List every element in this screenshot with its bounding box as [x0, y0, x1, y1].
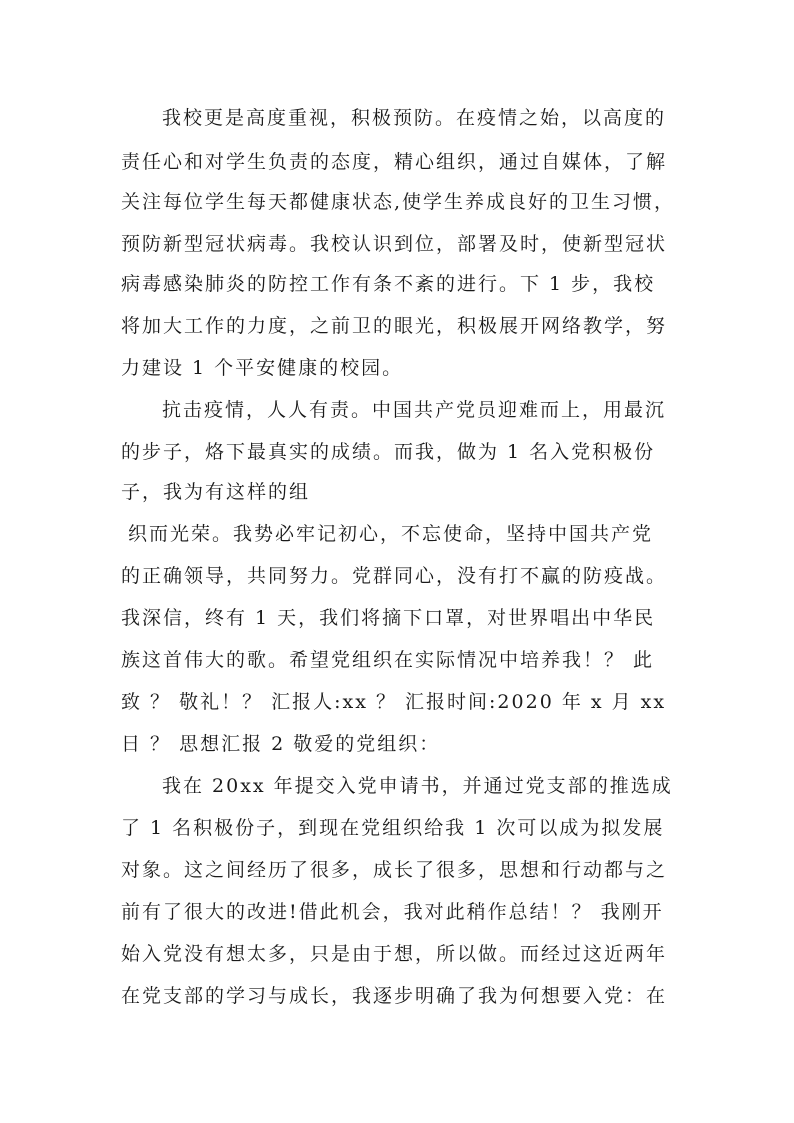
text-line: 前有了很大的改进!借此机会，我对此稍作总结！？ 我刚开: [121, 901, 664, 923]
text-line: 的步子，烙下最真实的成绩。而我，做为 1 名入党积极份: [121, 441, 656, 463]
text-line: 致 ？ 敬礼！？ 汇报人:xx ？ 汇报时间:2020 年 x 月 xx: [121, 691, 667, 713]
text-line: 将加大工作的力度，之前卫的眼光，积极展开网络教学，努: [121, 315, 668, 337]
text-line: 织而光荣。我势必牢记初心，不忘使命，坚持中国共产党: [128, 523, 654, 545]
text-line: 对象。这之间经历了很多，成长了很多，思想和行动都与之: [121, 859, 668, 881]
text-line: 我在 20xx 年提交入党申请书，并通过党支部的推选成: [162, 775, 673, 797]
text-line: 抗击疫情，人人有责。中国共产党员迎难而上，用最沉: [162, 399, 667, 421]
text-line: 我深信，终有 1 天，我们将摘下口罩，对世界唱出中华民: [121, 607, 656, 629]
text-line: 族这首伟大的歌。希望党组织在实际情况中培养我！？ 此: [121, 649, 655, 671]
text-line: 关注每位学生每天都健康状态,使学生养成良好的卫生习惯，: [121, 191, 676, 213]
text-line: 预防新型冠状病毒。我校认识到位，部署及时，使新型冠状: [121, 233, 668, 255]
text-line: 子，我为有这样的组: [121, 481, 311, 503]
text-line: 力建设 1 个平安健康的校园。: [121, 357, 404, 379]
text-line: 始入党没有想太多，只是由于想，所以做。而经过这近两年: [121, 943, 668, 965]
text-line: 我校更是高度重视，积极预防。在疫情之始，以高度的: [162, 107, 667, 129]
text-line: 病毒感染肺炎的防控工作有条不紊的进行。下 1 步，我校: [121, 273, 656, 295]
text-line: 日 ？ 思想汇报 2 敬爱的党组织：: [121, 733, 441, 755]
text-line: 在党支部的学习与成长，我逐步明确了我为何想要入党：在: [121, 985, 668, 1007]
text-line: 的正确领导，共同努力。党群同心，没有打不赢的防疫战。: [121, 565, 668, 587]
text-line: 了 1 名积极份子，到现在党组织给我 1 次可以成为拟发展: [121, 817, 665, 839]
text-line: 责任心和对学生负责的态度，精心组织，通过自媒体，了解: [121, 151, 668, 173]
